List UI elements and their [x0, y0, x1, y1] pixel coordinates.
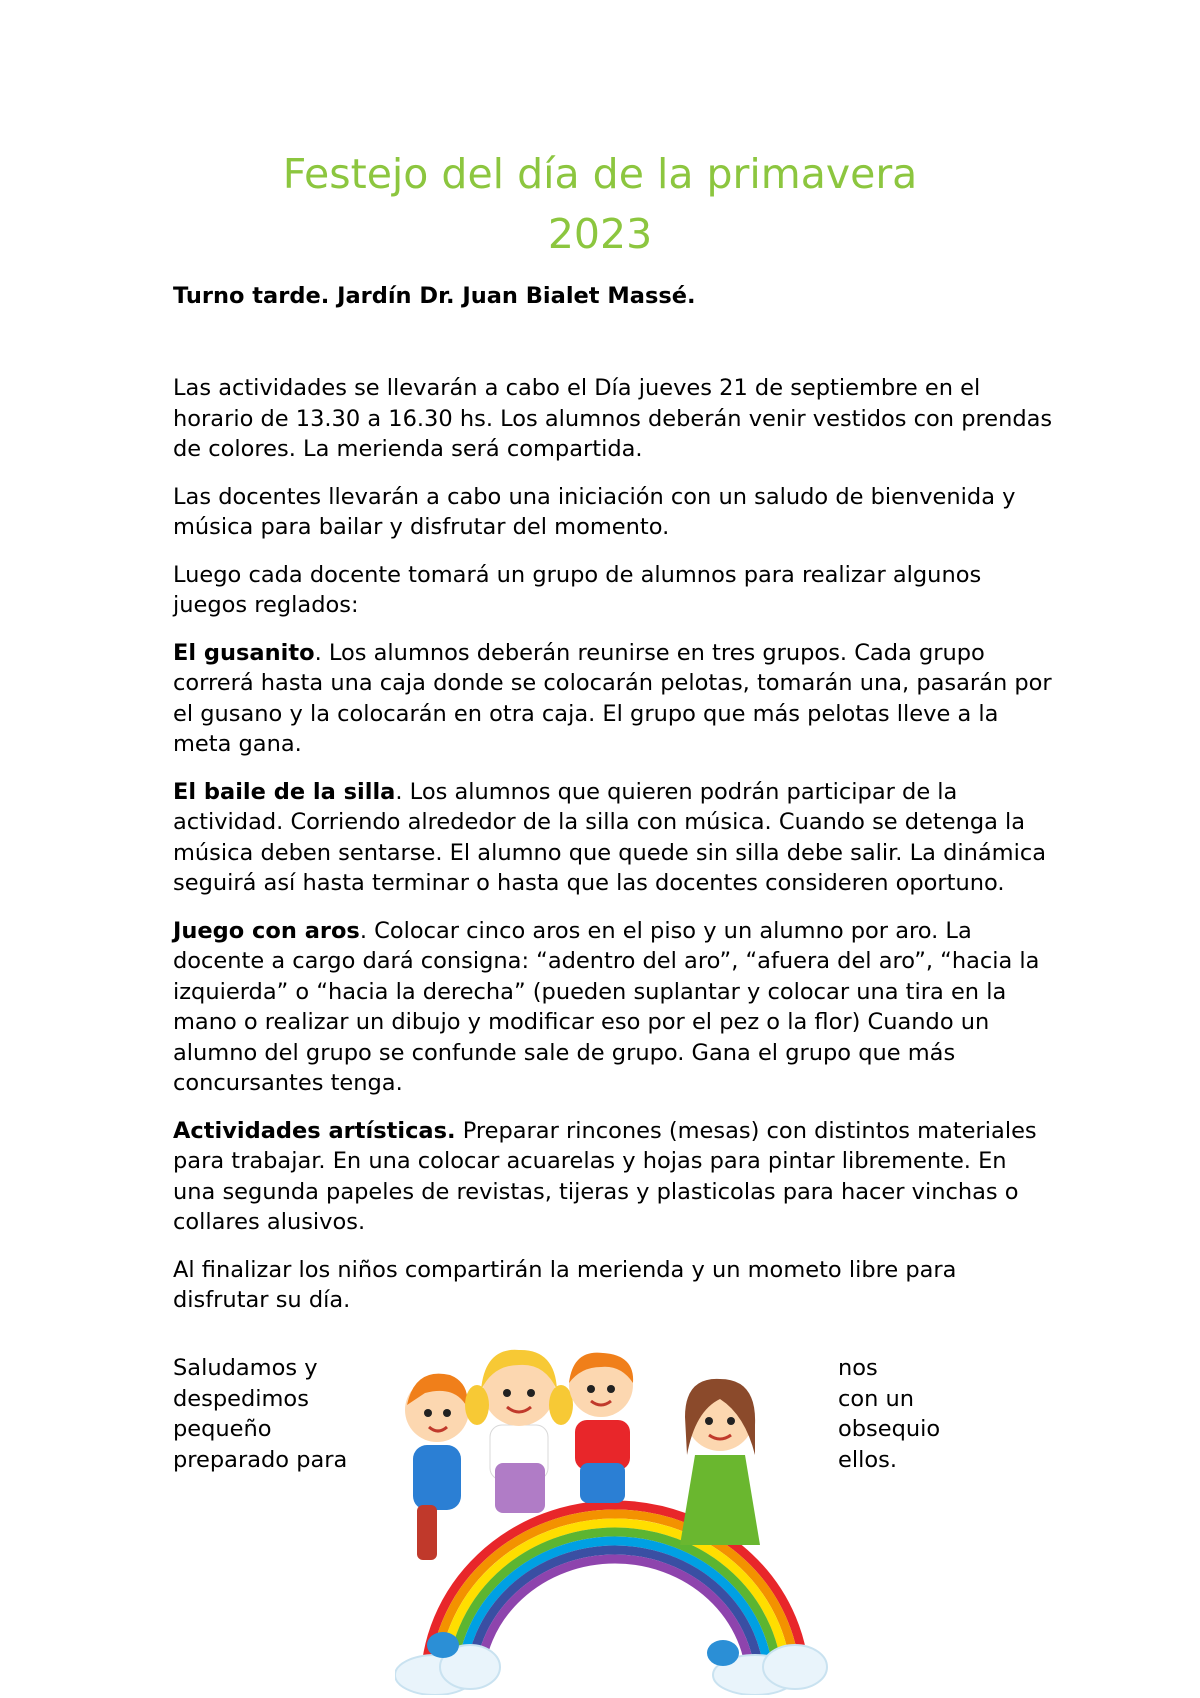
paragraph-games-intro: Luego cada docente tomará un grupo de alumnos para realizar algunos juegos reglados: [173, 561, 982, 618]
text-aros: . Colocar cinco aros en el piso y un alumno por aro. La docente a cargo dará consigna: “adentro del aro”, “afuera del aro”, “hacia la izquierda” o “hacia la derecha” (pueden suplantar y colocar una tira en la mano o realizar un dibujo y modificar eso por el pez o la flor) Cuando un alumno del grupo se confunde sale de grupo. Gana el grupo que más concursantes tenga. [173, 917, 1040, 1096]
paragraph-artisticas [173, 1116, 1053, 1238]
paragraph-schedule: Las actividades se llevarán a cabo el Día jueves 21 de septiembre en el horario de 13.30 a 16.30 hs. Los alumnos deberán venir vestidos con prendas de colores. La merienda será compartida. [173, 375, 1053, 462]
child-boy-left [405, 1374, 469, 1560]
document-subtitle: Turno tarde. Jardín Dr. Juan Bialet Massé. [173, 283, 696, 309]
child-girl-blonde [465, 1350, 573, 1513]
document-body [173, 373, 1053, 1333]
document-title-line-2: 2023 [547, 210, 653, 258]
closing-left-line: despedimos [173, 1385, 309, 1412]
heading-gusanito: El gusanito [173, 639, 315, 666]
closing-right-column [838, 1353, 1058, 1475]
closing-left-line: preparado para [173, 1446, 348, 1473]
closing-right-line: ellos. [838, 1446, 897, 1473]
closing-right-line: nos [838, 1355, 878, 1381]
closing-left-line: Saludamos y [173, 1355, 318, 1381]
text-artisticas: Preparar rincones (mesas) con distintos materiales para trabajar. En una colocar acuarelas y hojas para pintar libremente. En una segunda papeles de revistas, tijeras y plasticolas para hacer vinchas o collares alusivos. [173, 1117, 1037, 1235]
children-on-rainbow-illustration [395, 1345, 835, 1695]
closing-left-column [173, 1353, 393, 1475]
closing-right-line: con un [838, 1385, 915, 1412]
text-gusanito: . Los alumnos deberán reunirse en tres grupos. Cada grupo correrá hasta una caja donde se colocarán pelotas, tomarán una, pasarán por el gusano y la colocarán en otra caja. El grupo que más pelotas lleve a la meta gana. [173, 639, 1052, 757]
heading-aros: Juego con aros [173, 917, 360, 944]
paragraph-final: Al finalizar los niños compartirán la merienda y un mometo libre para disfrutar su día. [173, 1256, 957, 1313]
text-silla: . Los alumnos que quieren podrán participar de la actividad. Corriendo alrededor de la silla con música. Cuando se detenga la música deben sentarse. El alumno que quede sin silla debe salir. La dinámica seguirá así hasta terminar o hasta que las docentes consideren oportuno. [173, 778, 1046, 896]
closing-right-line: obsequio [838, 1416, 941, 1442]
heading-silla: El baile de la silla [173, 778, 396, 805]
paragraph-aros [173, 916, 1053, 1099]
document-title-line-1: Festejo del día de la primavera [282, 150, 918, 198]
heading-artisticas: Actividades artísticas. [173, 1117, 456, 1144]
child-girl-brunette [680, 1379, 760, 1545]
child-boy-red [569, 1353, 633, 1503]
paragraph-silla [173, 777, 1053, 899]
closing-left-line: pequeño [173, 1416, 272, 1442]
paragraph-welcome: Las docentes llevarán a cabo una iniciación con un saludo de bienvenida y música para bailar y disfrutar del momento. [173, 483, 1016, 540]
paragraph-gusanito [173, 638, 1053, 760]
